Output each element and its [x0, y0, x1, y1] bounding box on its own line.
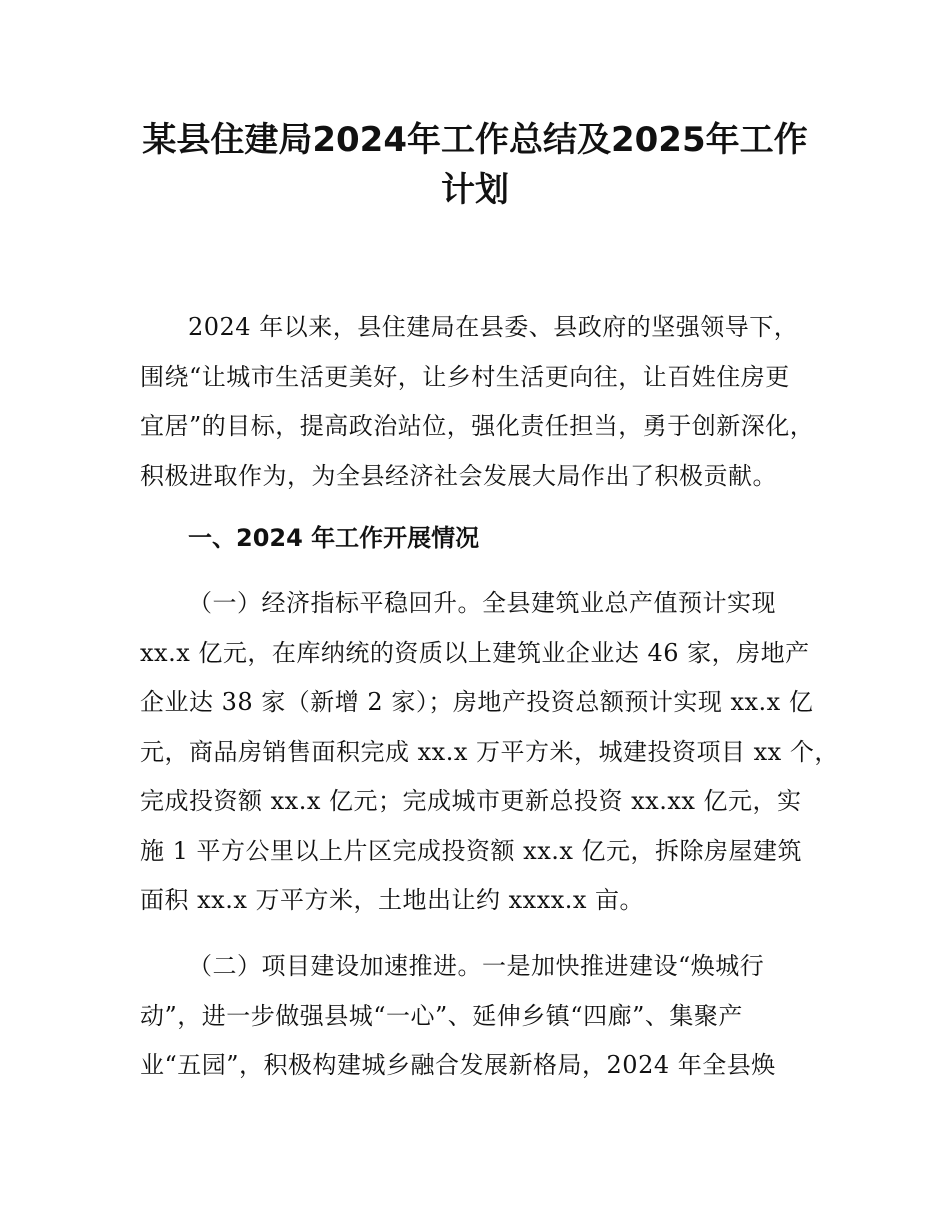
- intro-line-1: 2024 年以来，县住建局在县委、县政府的坚强领导下，: [188, 313, 799, 341]
- para1-line-5: 完成投资额 xx.x 亿元；完成城市更新总投资 xx.xx 亿元，实: [140, 787, 802, 815]
- para1-line-7: 面积 xx.x 万平方米，土地出让约 xxxx.x 亩。: [140, 886, 645, 914]
- para1-line-1: （一）经济指标平稳回升。全县建筑业总产值预计实现: [188, 589, 776, 617]
- intro-line-4: 积极进取作为，为全县经济社会发展大局作出了积极贡献。: [140, 461, 777, 490]
- para2-line-3: 业“五园”，积极构建城乡融合发展新格局，2024 年全县焕: [140, 1051, 776, 1079]
- title-line-2: 计划: [441, 170, 509, 210]
- para1-line-4: 元，商品房销售面积完成 xx.x 万平方米，城建投资项目 xx 个，: [140, 737, 839, 766]
- intro-line-3: 宜居”的目标，提高政治站位，强化责任担当，勇于创新深化，: [140, 412, 815, 440]
- document-title: [100, 115, 850, 215]
- intro-line-2: 围绕“让城市生活更美好，让乡村生活更向往，让百姓住房更: [140, 362, 790, 391]
- paragraph-economic-indicators: [140, 579, 839, 926]
- para1-line-3: 企业达 38 家（新增 2 家）；房地产投资总额预计实现 xx.x 亿: [140, 688, 814, 716]
- para2-line-1: （二）项目建设加速推进。一是加快推进建设“焕城行: [188, 952, 765, 980]
- para1-line-2: xx.x 亿元，在库纳统的资质以上建筑业企业达 46 家，房地产: [140, 638, 810, 667]
- intro-paragraph: [140, 303, 830, 501]
- title-line-1: 某县住建局2024年工作总结及2025年工作: [142, 120, 808, 160]
- section-heading: 一、2024 年工作开展情况: [188, 524, 480, 552]
- para1-line-6: 施 1 平方公里以上片区完成投资额 xx.x 亿元，拆除房屋建筑: [140, 836, 803, 865]
- para2-line-2: 动”，进一步做强县城“一心”、延伸乡镇“四廊”、集聚产: [140, 1001, 743, 1030]
- paragraph-project-construction: [140, 942, 830, 1091]
